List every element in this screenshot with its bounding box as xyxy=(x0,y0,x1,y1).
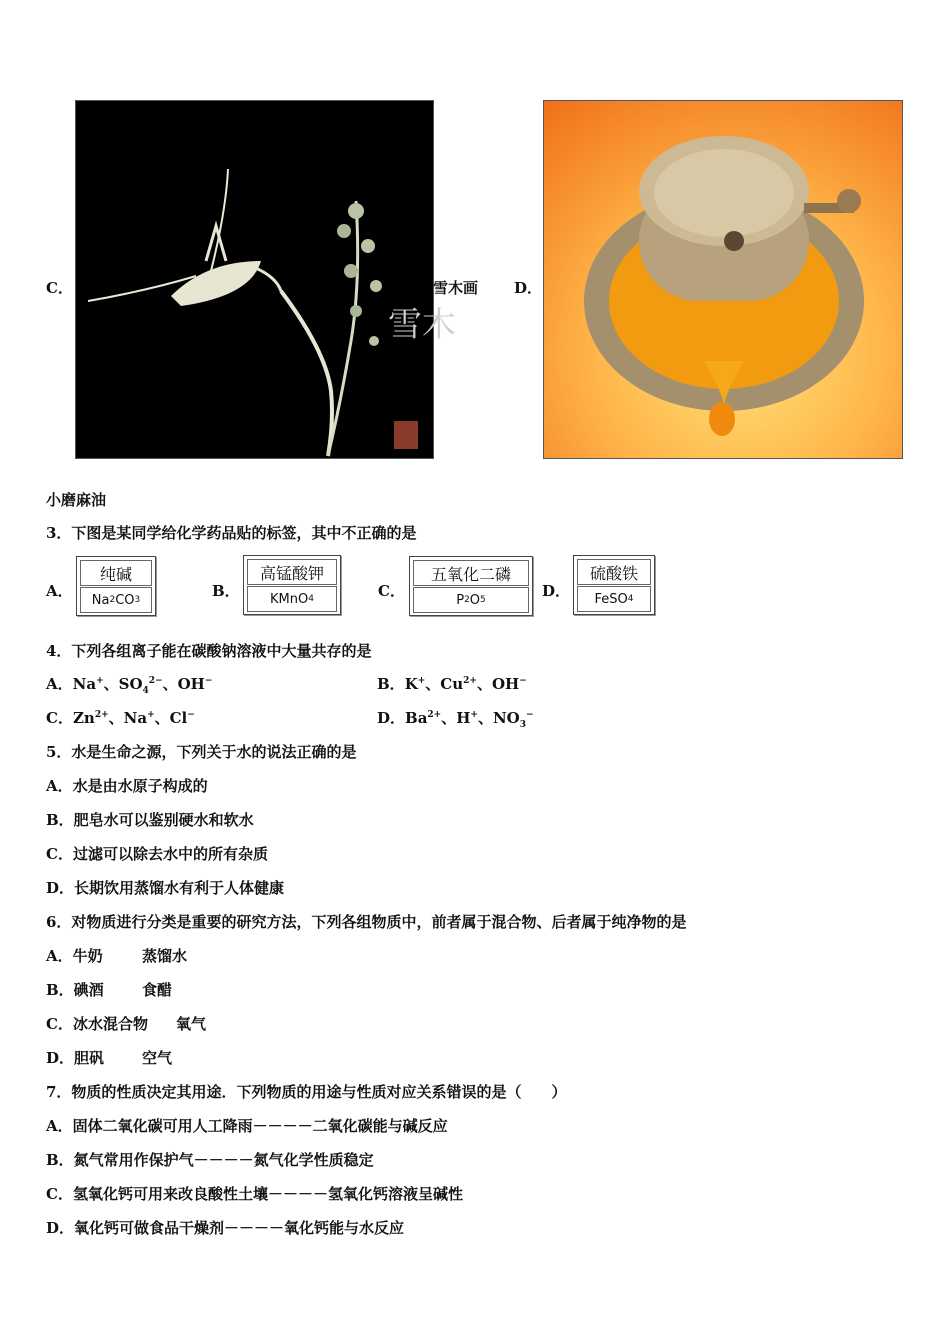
q7-option-c: C．氢氧化钙可用来改良酸性土壤－－－－氢氧化钙溶液呈碱性 xyxy=(46,1185,463,1203)
q4-option-b: B．K+、$Cu^{2+}$、OH− xyxy=(377,675,527,693)
option-d-caption: 小磨麻油 xyxy=(46,491,107,509)
sesame-oil-mill-image xyxy=(543,100,903,459)
q3-label-d xyxy=(573,555,655,615)
q5-option-c: C．过滤可以除去水中的所有杂质 xyxy=(46,845,268,863)
question-6-stem: 6．对物质进行分类是重要的研究方法，下列各组物质中，前者属于混合物、后者属于纯净物的是 xyxy=(46,913,687,931)
label-d-formula: FeSO 4 xyxy=(577,586,651,612)
q6-option-d: D．胆矾 空气 xyxy=(46,1049,173,1067)
q4-option-d: D．$Ba^{2+}$、H+、$NO_3^-$ xyxy=(377,709,534,730)
q3-option-d-letter: D． xyxy=(542,582,571,600)
q5-option-a: A．水是由水原子构成的 xyxy=(46,777,208,795)
q7-option-b: B．氮气常用作保护气－－－－氮气化学性质稳定 xyxy=(46,1151,374,1169)
label-a-name: 纯碱 xyxy=(80,560,152,586)
q3-option-b-letter: B． xyxy=(212,582,240,600)
calligraphy-snow: 雪木 xyxy=(388,305,456,345)
label-b-name: 高锰酸钾 xyxy=(247,559,337,585)
q3-label-b xyxy=(243,555,341,615)
q3-label-c xyxy=(409,556,533,616)
option-c-caption: 雪木画 xyxy=(433,279,479,297)
q5-option-d: D．长期饮用蒸馏水有利于人体健康 xyxy=(46,879,285,897)
question-3-stem: 3．下图是某同学给化学药品贴的标签，其中不正确的是 xyxy=(46,524,417,542)
label-a-formula: Na 2 CO 3 xyxy=(80,587,152,613)
q6-option-c: C．冰水混合物 氧气 xyxy=(46,1015,207,1033)
question-5-stem: 5．水是生命之源，下列关于水的说法正确的是 xyxy=(46,743,357,761)
label-c-formula: P 2 O 5 xyxy=(413,587,529,613)
q4-option-a: A．Na+、$SO_4^{2-}$、OH− xyxy=(46,675,213,696)
question-4-stem: 4．下列各组离子能在碳酸钠溶液中大量共存的是 xyxy=(46,642,372,660)
label-c-name: 五氧化二磷 xyxy=(413,560,529,586)
q5-option-b: B．肥皂水可以鉴别硬水和软水 xyxy=(46,811,254,829)
label-b-formula: KMnO 4 xyxy=(247,586,337,612)
q7-option-d: D．氧化钙可做食品干燥剂－－－－氧化钙能与水反应 xyxy=(46,1219,405,1237)
option-c-letter: C． xyxy=(46,279,73,297)
q3-option-a-letter: A． xyxy=(46,582,73,600)
option-d-letter: D． xyxy=(514,279,543,297)
q7-option-a: A．固体二氧化碳可用人工降雨－－－－二氧化碳能与碱反应 xyxy=(46,1117,448,1135)
q3-option-c-letter: C． xyxy=(378,582,405,600)
label-d-name: 硫酸铁 xyxy=(577,559,651,585)
q6-option-a: A．牛奶 蒸馏水 xyxy=(46,947,188,965)
question-7-stem: 7．物质的性质决定其用途．下列物质的用途与性质对应关系错误的是（ ） xyxy=(46,1083,567,1101)
q6-option-b: B．碘酒 食醋 xyxy=(46,981,173,999)
q4-option-c: C．$Zn^{2+}$、Na+、Cl− xyxy=(46,709,195,727)
q3-label-a xyxy=(76,556,156,616)
